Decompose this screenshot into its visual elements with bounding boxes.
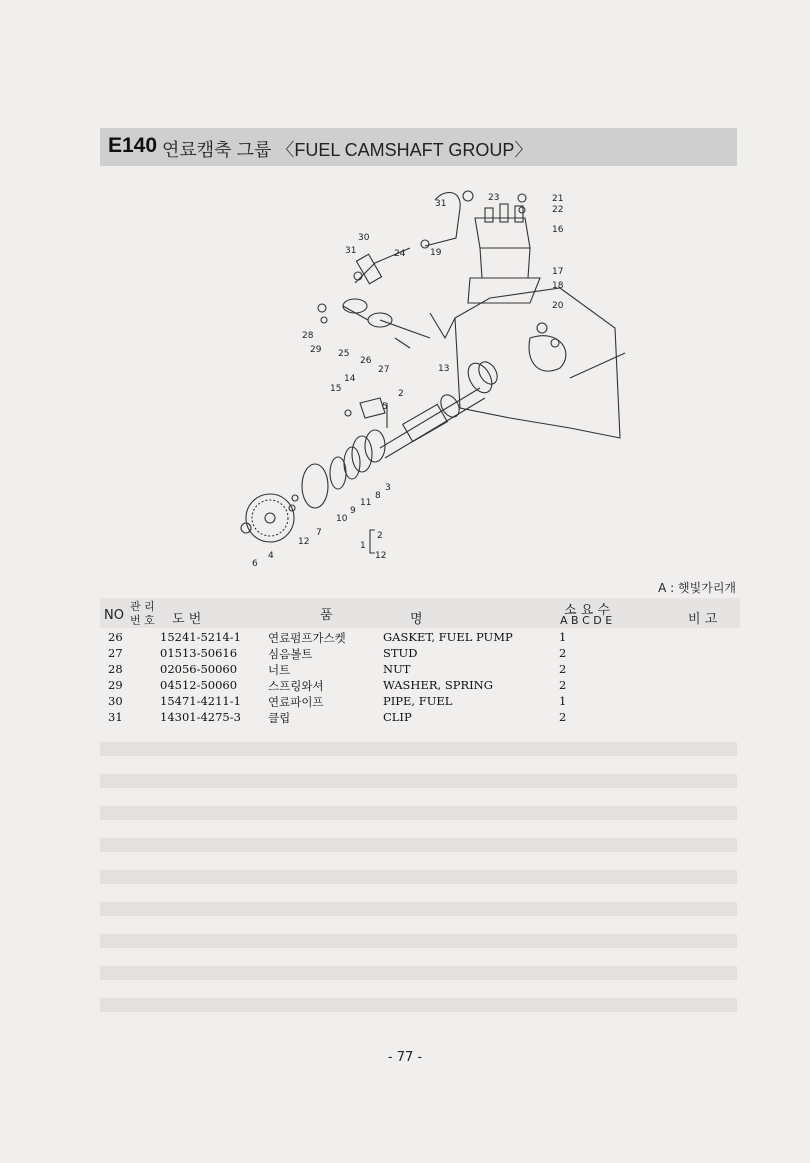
row-name-kr: 스프링와셔 [268, 679, 324, 693]
callout-1-sub-2: 2 [377, 531, 383, 541]
row-qty: 2 [559, 646, 567, 660]
callout-14: 14 [344, 374, 356, 384]
row-name-kr: 연료펌프가스켓 [268, 631, 346, 645]
row-name-en: WASHER, SPRING [383, 678, 493, 692]
row-part-no: 14301-4275-3 [160, 710, 241, 724]
row-no: 26 [108, 630, 123, 644]
callout-1: 1 [360, 541, 366, 551]
row-stripe [100, 998, 737, 1012]
section-code: E140 [108, 134, 158, 157]
callout-7: 7 [316, 528, 322, 538]
callout-1-sub-12: 12 [375, 551, 387, 561]
callout-16: 16 [552, 225, 564, 235]
table-row [100, 694, 740, 710]
callout-31: 31 [435, 199, 447, 209]
callout-21: 21 [552, 194, 564, 204]
row-no: 30 [108, 694, 123, 708]
row-name-kr: 너트 [268, 663, 291, 677]
row-part-no: 15241-5214-1 [160, 630, 241, 644]
callout-24: 24 [394, 249, 406, 259]
callout-6: 6 [252, 559, 258, 569]
callout-12: 12 [298, 537, 310, 547]
callout-27: 27 [378, 365, 390, 375]
row-no: 27 [108, 646, 123, 660]
callout-29: 29 [310, 345, 322, 355]
row-part-no: 04512-50060 [160, 678, 238, 692]
row-name-kr: 클립 [268, 711, 291, 725]
callout-17: 17 [552, 267, 564, 277]
callout-8: 8 [375, 491, 381, 501]
callout-28: 28 [302, 331, 314, 341]
row-part-no: 01513-50616 [160, 646, 238, 660]
row-no: 31 [108, 710, 123, 724]
row-stripe [100, 870, 737, 884]
table-row [100, 646, 740, 662]
col-mgmt-bottom: 번 호 [130, 614, 155, 627]
row-name-kr: 연료파이프 [268, 695, 324, 709]
section-title: 연료캠축 그룹 〈FUEL CAMSHAFT GROUP〉 [162, 140, 533, 160]
row-stripe [100, 966, 737, 980]
row-name-kr: 심음볼트 [268, 647, 313, 661]
callout-10: 10 [336, 514, 348, 524]
callout-31b: 31 [345, 246, 357, 256]
section-header [100, 128, 737, 166]
table-row [100, 630, 740, 646]
callout-25: 25 [338, 349, 350, 359]
row-name-en: STUD [383, 646, 418, 660]
callout-13: 13 [438, 364, 450, 374]
row-name-en: GASKET, FUEL PUMP [383, 630, 513, 644]
table-row [100, 678, 740, 694]
callout-19: 19 [430, 248, 442, 258]
row-no: 29 [108, 678, 123, 692]
row-name-en: CLIP [383, 710, 412, 724]
row-name-en: PIPE, FUEL [383, 694, 453, 708]
parts-table [100, 630, 740, 726]
callout-23: 23 [488, 193, 500, 203]
callout-2: 2 [398, 389, 404, 399]
callout-15: 15 [330, 384, 342, 394]
page-number: - 77 - [387, 1050, 423, 1065]
col-remarks: 비 고 [688, 612, 718, 627]
callout-9: 9 [350, 506, 356, 516]
row-qty: 2 [559, 710, 567, 724]
col-mgmt-top: 관 리 [130, 600, 155, 613]
callout-26: 26 [360, 356, 372, 366]
callout-5: 5 [382, 402, 388, 412]
table-row [100, 662, 740, 678]
row-stripe [100, 806, 737, 820]
row-qty: 1 [559, 694, 567, 708]
callout-3: 3 [385, 483, 391, 493]
row-part-no: 15471-4211-1 [160, 694, 241, 708]
callout-30: 30 [358, 233, 370, 243]
exploded-parts-diagram [230, 178, 640, 573]
row-stripe [100, 902, 737, 916]
row-stripe [100, 838, 737, 852]
table-row [100, 710, 740, 726]
row-stripe [100, 742, 737, 756]
callout-18: 18 [552, 281, 564, 291]
table-header [100, 598, 740, 628]
col-drawing-no: 도 번 [172, 612, 202, 627]
callout-4: 4 [268, 551, 274, 561]
row-stripe [100, 774, 737, 788]
row-part-no: 02056-50060 [160, 662, 238, 676]
row-qty: 1 [559, 630, 567, 644]
row-stripe [100, 934, 737, 948]
row-qty: 2 [559, 678, 567, 692]
col-name-right: 명 [410, 612, 423, 627]
col-qty-top: 소 요 수 [564, 603, 610, 618]
callout-22: 22 [552, 205, 564, 215]
callout-11: 11 [360, 498, 372, 508]
row-name-en: NUT [383, 662, 411, 676]
row-qty: 2 [559, 662, 567, 676]
col-name-left: 품 [320, 608, 333, 623]
col-no: NO [104, 608, 124, 623]
row-no: 28 [108, 662, 123, 676]
col-qty-bottom: A B C D E [560, 614, 613, 627]
legend-note: A : 햇빛가리개 [658, 581, 736, 595]
callout-20: 20 [552, 301, 564, 311]
